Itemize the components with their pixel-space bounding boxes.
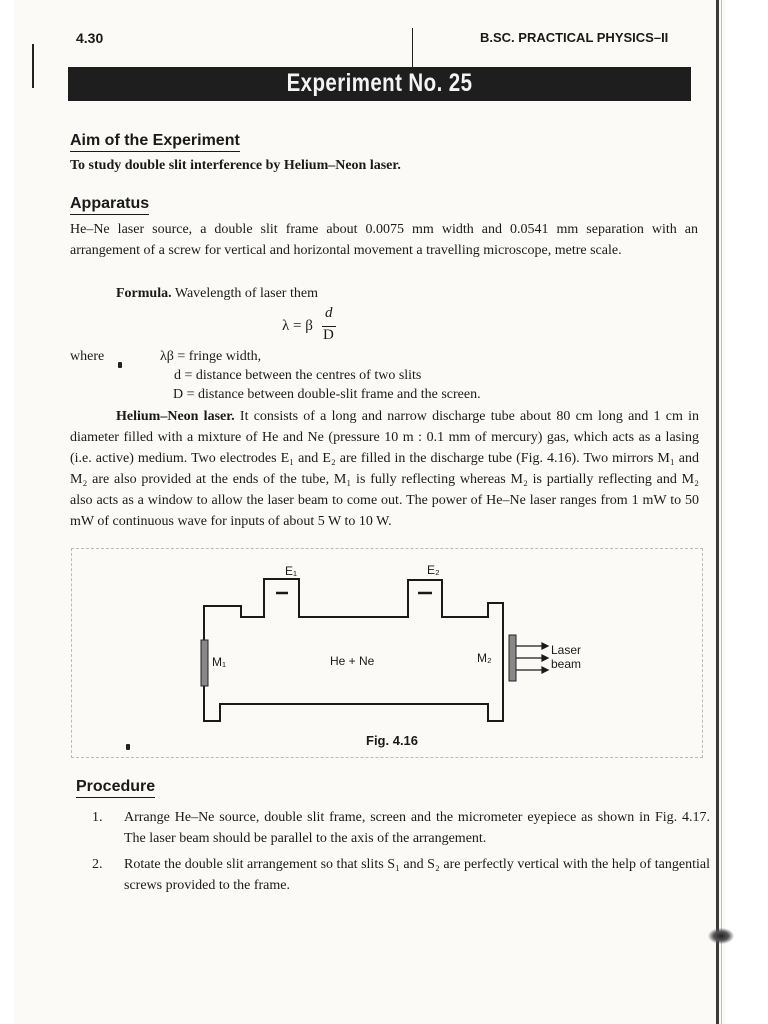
step-text: Arrange He–Ne source, double slit frame, screen and the micrometer eyepiece as shown in Fig. 4.17. The laser beam should be parallel to the axis of the arrangement. bbox=[124, 810, 710, 846]
label-m1: M₁ bbox=[212, 655, 227, 669]
formula-numerator: d bbox=[325, 305, 333, 321]
label-m2: M₂ bbox=[477, 651, 492, 665]
formula-denominator: D bbox=[323, 327, 334, 343]
experiment-banner bbox=[68, 67, 691, 101]
apparatus-heading: Apparatus bbox=[70, 195, 149, 215]
ink-speck bbox=[126, 744, 130, 750]
formula-label: Formula. bbox=[116, 286, 172, 301]
laser-text: It consists of a long and narrow discharge tube about 80 cm long and 1 cm in diameter filled with a mixture of He and Ne (pressure 10 m : 0.1 mm of mercury) gas, which acts as a lasing (i.e. active) medium. Two electrodes E₁ and E₂ are filled in the discharge tube (Fig. 4.16). Two mirrors M₁ and M₂ are also provided at the ends of the tube, M₁ is fully reflecting whereas M₂ is partially reflecting and M₂ also acts as a window to allow the laser beam to come out. The power of He–Ne laser ranges from 1 mW to 50 mW of continuous wave for inputs of about 5 W to 10 W. bbox=[70, 409, 700, 529]
procedure-list bbox=[76, 807, 710, 901]
mirror-m2 bbox=[509, 635, 516, 681]
running-header: B.SC. PRACTICAL PHYSICS–II bbox=[480, 30, 669, 45]
step-number: 1. bbox=[92, 810, 103, 825]
experiment-title: Experiment No. 25 bbox=[286, 69, 473, 97]
laser-title: Helium–Neon laser. bbox=[116, 409, 235, 424]
definition-screen-distance: D = distance between double-slit frame and the screen. bbox=[173, 387, 481, 402]
aim-heading: Aim of the Experiment bbox=[70, 132, 240, 152]
label-laser: Laser bbox=[551, 643, 582, 657]
header-divider bbox=[412, 28, 413, 68]
laser-beam-arrows bbox=[516, 643, 548, 673]
laser-tube-diagram bbox=[72, 549, 702, 757]
procedure-step bbox=[76, 807, 710, 849]
page-edge-line bbox=[721, 0, 722, 1024]
mirror-m1 bbox=[201, 640, 208, 686]
discharge-tube-outline bbox=[204, 579, 503, 721]
label-gas: He + Ne bbox=[330, 654, 375, 668]
step-number: 2. bbox=[92, 857, 103, 872]
formula-label-rest: Wavelength of laser them bbox=[174, 286, 318, 301]
label-e2: E₂ bbox=[427, 563, 440, 577]
margin-mark bbox=[32, 44, 34, 88]
ink-speck bbox=[118, 362, 122, 368]
definition-slit-distance: d = distance between the centres of two slits bbox=[174, 368, 422, 383]
laser-paragraph bbox=[70, 406, 699, 532]
label-e1: E₁ bbox=[285, 564, 298, 578]
formula-intro bbox=[116, 286, 318, 302]
step-text: Rotate the double slit arrangement so that slits S₁ and S₂ are perfectly vertical with the help of tangential screws provided to the frame. bbox=[124, 857, 710, 893]
where-label: where bbox=[70, 349, 105, 364]
page-edge-shadow bbox=[716, 0, 719, 1024]
figure-laser-tube bbox=[71, 548, 703, 758]
binding-blot bbox=[708, 928, 734, 944]
aim-text: To study double slit interference by Helium–Neon laser. bbox=[70, 158, 401, 173]
procedure-step bbox=[76, 854, 710, 896]
procedure-heading: Procedure bbox=[76, 778, 155, 798]
figure-caption: Fig. 4.16 bbox=[366, 733, 419, 748]
definition-fringe-width: λβ = fringe width, bbox=[160, 349, 262, 364]
apparatus-text: He–Ne laser source, a double slit frame about 0.0075 mm width and 0.0541 mm separation with an arrangement of a screw for vertical and horizontal movement a travelling microscope, metre scale. bbox=[70, 222, 698, 258]
label-beam: beam bbox=[551, 657, 582, 671]
formula-lhs: λ = β bbox=[282, 318, 313, 334]
page-number: 4.30 bbox=[76, 30, 104, 46]
